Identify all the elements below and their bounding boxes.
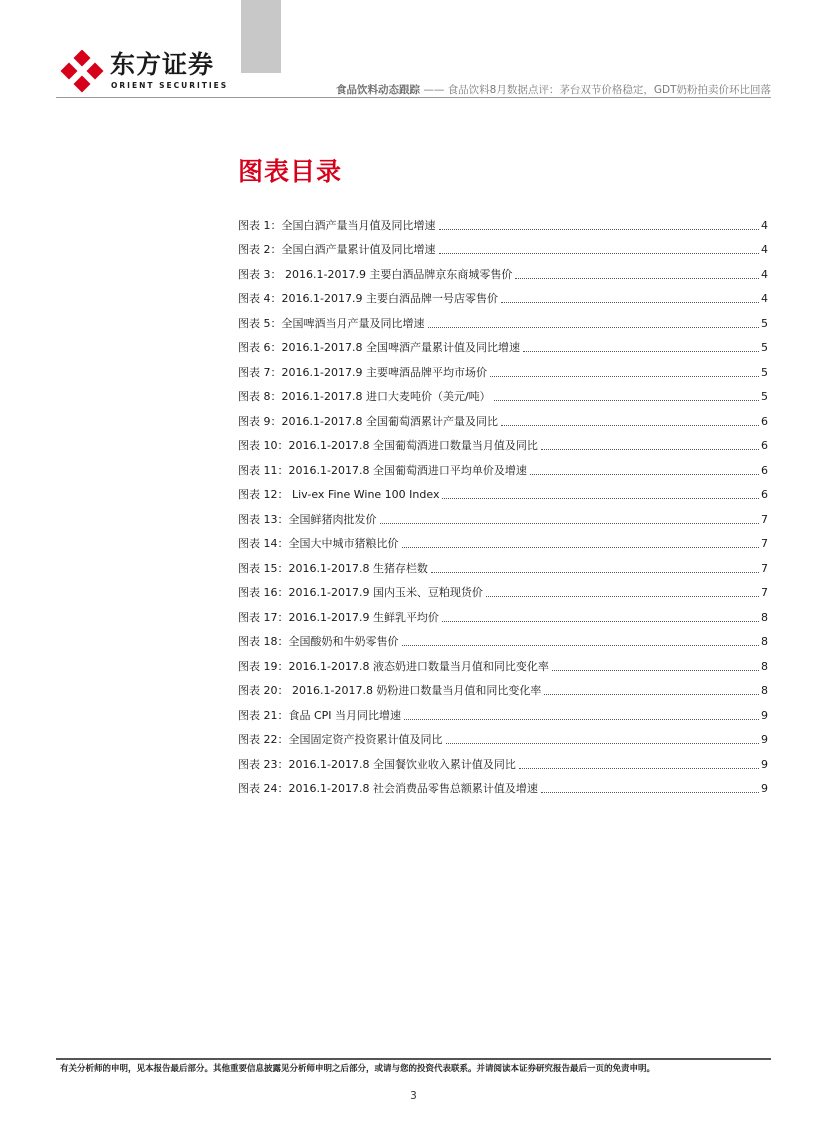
- toc-entry-label: 图表 12： Liv-ex Fine Wine 100 Index: [238, 488, 440, 501]
- toc-dot-leader: [446, 743, 760, 744]
- toc-entry[interactable]: [238, 699, 768, 724]
- toc-entry[interactable]: [238, 430, 768, 455]
- header-divider: [56, 97, 771, 98]
- toc-entry-page: 5: [761, 316, 768, 330]
- toc-entry[interactable]: [238, 356, 768, 381]
- toc-entry-page: 5: [761, 390, 768, 403]
- company-logo: [60, 50, 229, 96]
- toc-dot-leader: [544, 694, 759, 695]
- toc-dot-leader: [541, 449, 759, 450]
- toc-entry-label: 图表 8：2016.1-2017.8 进口大麦吨价（美元/吨）: [238, 390, 491, 403]
- toc-entry[interactable]: [238, 381, 768, 406]
- toc-entry-page: 4: [761, 292, 768, 305]
- footer-divider: [56, 1058, 771, 1060]
- toc-entry-page: 4: [761, 267, 768, 281]
- toc-entry-page: 6: [761, 488, 768, 501]
- toc-entry-label: 图表 20： 2016.1-2017.8 奶粉进口数量当月值和同比变化率: [238, 684, 542, 697]
- toc-entry-page: 9: [761, 782, 768, 795]
- toc-dot-leader: [404, 719, 759, 720]
- header-separator: ——: [423, 84, 445, 96]
- toc-entry-label: 图表 1：全国白酒产量当月值及同比增速: [238, 218, 436, 232]
- toc-entry-page: 7: [761, 586, 768, 599]
- toc-entry-label: 图表 14：全国大中城市猪粮比价: [238, 537, 399, 550]
- toc-dot-leader: [523, 351, 759, 352]
- running-header: [336, 82, 771, 97]
- logo-chinese-name: 东方证券: [110, 50, 215, 79]
- toc-entry[interactable]: [238, 332, 768, 357]
- header-report-title: 食品饮料8月数据点评：茅台双节价格稳定，GDT奶粉拍卖价环比回落: [447, 84, 771, 96]
- toc-entry-page: 4: [761, 218, 768, 232]
- toc-entry[interactable]: [238, 209, 768, 234]
- toc-dot-leader: [541, 792, 759, 793]
- toc-entry-label: 图表 6：2016.1-2017.8 全国啤酒产量累计值及同比增速: [238, 341, 520, 354]
- toc-dot-leader: [442, 498, 759, 499]
- toc-entry[interactable]: [238, 577, 768, 602]
- toc-dot-leader: [494, 400, 759, 401]
- toc-entry-page: 7: [761, 537, 768, 550]
- toc-entry[interactable]: [238, 675, 768, 700]
- toc-entry-label: 图表 3： 2016.1-2017.9 主要白酒品牌京东商城零售价: [238, 267, 513, 281]
- toc-entry[interactable]: [238, 307, 768, 332]
- toc-dot-leader: [501, 425, 759, 426]
- toc-entry-page: 7: [761, 561, 768, 575]
- toc-entry-label: 图表 24：2016.1-2017.8 社会消费品零售总额累计值及增速: [238, 782, 538, 795]
- toc-dot-leader: [501, 302, 759, 303]
- toc-dot-leader: [515, 278, 759, 279]
- toc-entry-page: 8: [761, 635, 768, 648]
- toc-entry[interactable]: [238, 748, 768, 773]
- toc-entry-page: 9: [761, 757, 768, 771]
- page-number: 3: [410, 1090, 417, 1102]
- toc-entry[interactable]: [238, 234, 768, 259]
- toc-entry-label: 图表 7：2016.1-2017.9 主要啤酒品牌平均市场价: [238, 365, 487, 379]
- toc-dot-leader: [431, 572, 759, 573]
- toc-entry-page: 8: [761, 659, 768, 673]
- header-gray-tab: [241, 0, 281, 73]
- toc-entry-page: 7: [761, 512, 768, 526]
- toc-entry-page: 9: [761, 733, 768, 746]
- toc-dot-leader: [439, 253, 760, 254]
- toc-dot-leader: [402, 645, 760, 646]
- toc-entry-label: 图表 13：全国鲜猪肉批发价: [238, 512, 377, 526]
- toc-dot-leader: [552, 670, 759, 671]
- toc-entry[interactable]: [238, 773, 768, 798]
- toc-dot-leader: [442, 621, 759, 622]
- toc-entry-label: 图表 15：2016.1-2017.8 生猪存栏数: [238, 561, 428, 575]
- toc-entry-page: 6: [761, 439, 768, 452]
- toc-entry-label: 图表 5：全国啤酒当月产量及同比增速: [238, 316, 425, 330]
- toc-entry-page: 4: [761, 243, 768, 256]
- toc-entry-label: 图表 16：2016.1-2017.9 国内玉米、豆粕现货价: [238, 586, 483, 599]
- toc-entry-label: 图表 18：全国酸奶和牛奶零售价: [238, 635, 399, 648]
- toc-dot-leader: [530, 474, 759, 475]
- toc-entry-label: 图表 21：食品 CPI 当月同比增速: [238, 708, 402, 722]
- toc-entry-label: 图表 11：2016.1-2017.8 全国葡萄酒进口平均单价及增速: [238, 463, 527, 477]
- toc-dot-leader: [428, 327, 760, 328]
- toc-entry-label: 图表 17：2016.1-2017.9 生鲜乳平均价: [238, 610, 439, 624]
- toc-entry-label: 图表 9：2016.1-2017.8 全国葡萄酒累计产量及同比: [238, 414, 498, 428]
- toc-entry[interactable]: [238, 405, 768, 430]
- orient-securities-logo-icon: [60, 50, 104, 94]
- toc-entry-page: 9: [761, 708, 768, 722]
- toc-entry[interactable]: [238, 626, 768, 651]
- toc-dot-leader: [402, 547, 760, 548]
- toc-entry[interactable]: [238, 650, 768, 675]
- toc-entry[interactable]: [238, 552, 768, 577]
- toc-entry[interactable]: [238, 283, 768, 308]
- header-section: 食品饮料动态跟踪: [335, 84, 420, 96]
- toc-entry[interactable]: [238, 528, 768, 553]
- toc-dot-leader: [439, 229, 760, 230]
- toc-entry-page: 5: [761, 341, 768, 354]
- toc-entry-page: 6: [761, 463, 768, 477]
- toc-entry-page: 5: [761, 365, 768, 379]
- toc-title: 图表目录: [238, 157, 343, 186]
- toc-entry[interactable]: [238, 479, 768, 504]
- logo-english-name: ORIENT SECURITIES: [111, 81, 229, 90]
- toc-entry-label: 图表 23：2016.1-2017.8 全国餐饮业收入累计值及同比: [238, 757, 516, 771]
- toc-entry-page: 8: [761, 684, 768, 697]
- toc-entry[interactable]: [238, 601, 768, 626]
- toc-entry[interactable]: [238, 724, 768, 749]
- toc-dot-leader: [490, 376, 759, 377]
- toc-entry-label: 图表 2：全国白酒产量累计值及同比增速: [238, 243, 436, 256]
- toc-entry-label: 图表 22：全国固定资产投资累计值及同比: [238, 733, 443, 746]
- footer-disclaimer: 有关分析师的申明，见本报告最后部分。其他重要信息披露见分析师申明之后部分，或请与您的投资代表联系。并请阅读本证券研究报告最后一页的免责申明。: [60, 1064, 656, 1074]
- toc-entry-page: 6: [761, 414, 768, 428]
- toc-entry-label: 图表 10：2016.1-2017.8 全国葡萄酒进口数量当月值及同比: [238, 439, 538, 452]
- toc-entry[interactable]: [238, 503, 768, 528]
- toc-dot-leader: [519, 768, 759, 769]
- toc-entry-label: 图表 19：2016.1-2017.8 液态奶进口数量当月值和同比变化率: [238, 659, 549, 673]
- toc-dot-leader: [486, 596, 759, 597]
- toc-entry-page: 8: [761, 610, 768, 624]
- toc-entry-label: 图表 4：2016.1-2017.9 主要白酒品牌一号店零售价: [238, 292, 498, 305]
- table-of-contents: [238, 209, 768, 797]
- toc-entry[interactable]: [238, 454, 768, 479]
- toc-entry[interactable]: [238, 258, 768, 283]
- toc-dot-leader: [380, 523, 760, 524]
